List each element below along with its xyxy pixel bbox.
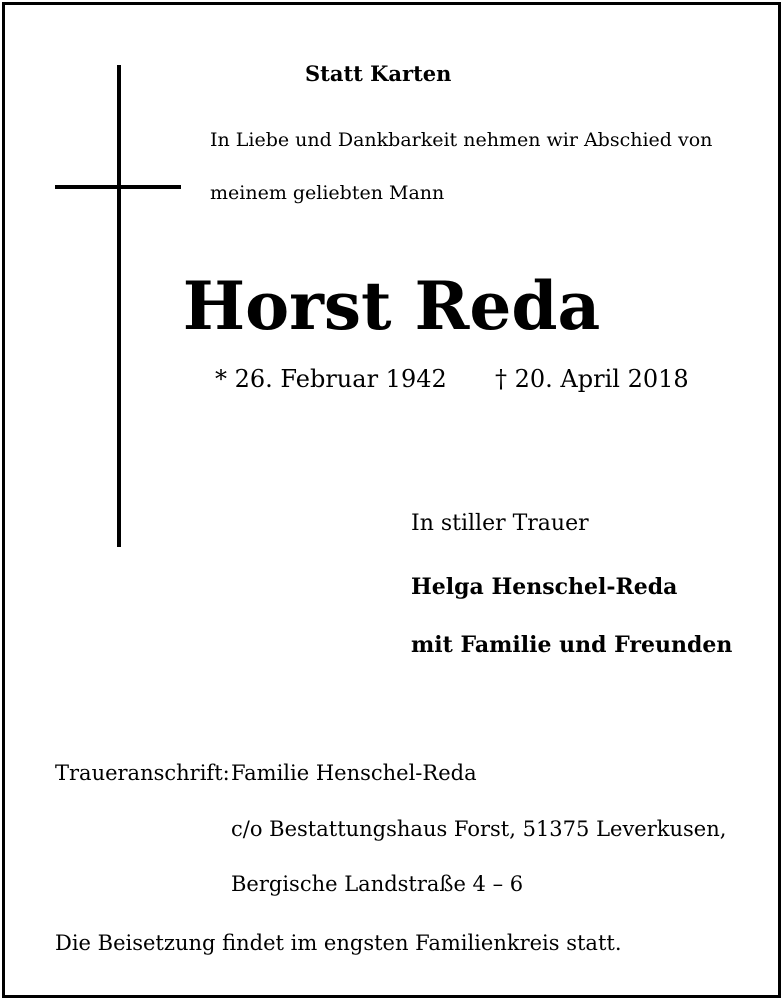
address-line-2: c/o Bestattungshaus Forst, 51375 Leverkusen, [231, 817, 727, 841]
intro-line-2: meinem geliebten Mann [210, 182, 445, 204]
address-line-3: Bergische Landstraße 4 – 6 [231, 872, 524, 896]
cross-icon-bar [55, 185, 181, 189]
mourning-intro: In stiller Trauer [411, 511, 589, 536]
birth-date: * 26. Februar 1942 [215, 365, 447, 393]
mourner-family: mit Familie und Freunden [411, 632, 733, 658]
closing-note: Die Beisetzung findet im engsten Familienkreis statt. [55, 931, 622, 955]
deceased-name: Horst Reda [182, 267, 601, 345]
address-label: Traueranschrift: [55, 761, 230, 785]
death-date: † 20. April 2018 [495, 365, 689, 393]
statt-karten-heading: Statt Karten [305, 61, 452, 86]
intro-line-1: In Liebe und Dankbarkeit nehmen wir Abschied von [210, 129, 713, 151]
mourner-name: Helga Henschel-Reda [411, 574, 678, 600]
obituary-notice [2, 2, 781, 998]
address-line-1: Familie Henschel-Reda [231, 761, 477, 785]
